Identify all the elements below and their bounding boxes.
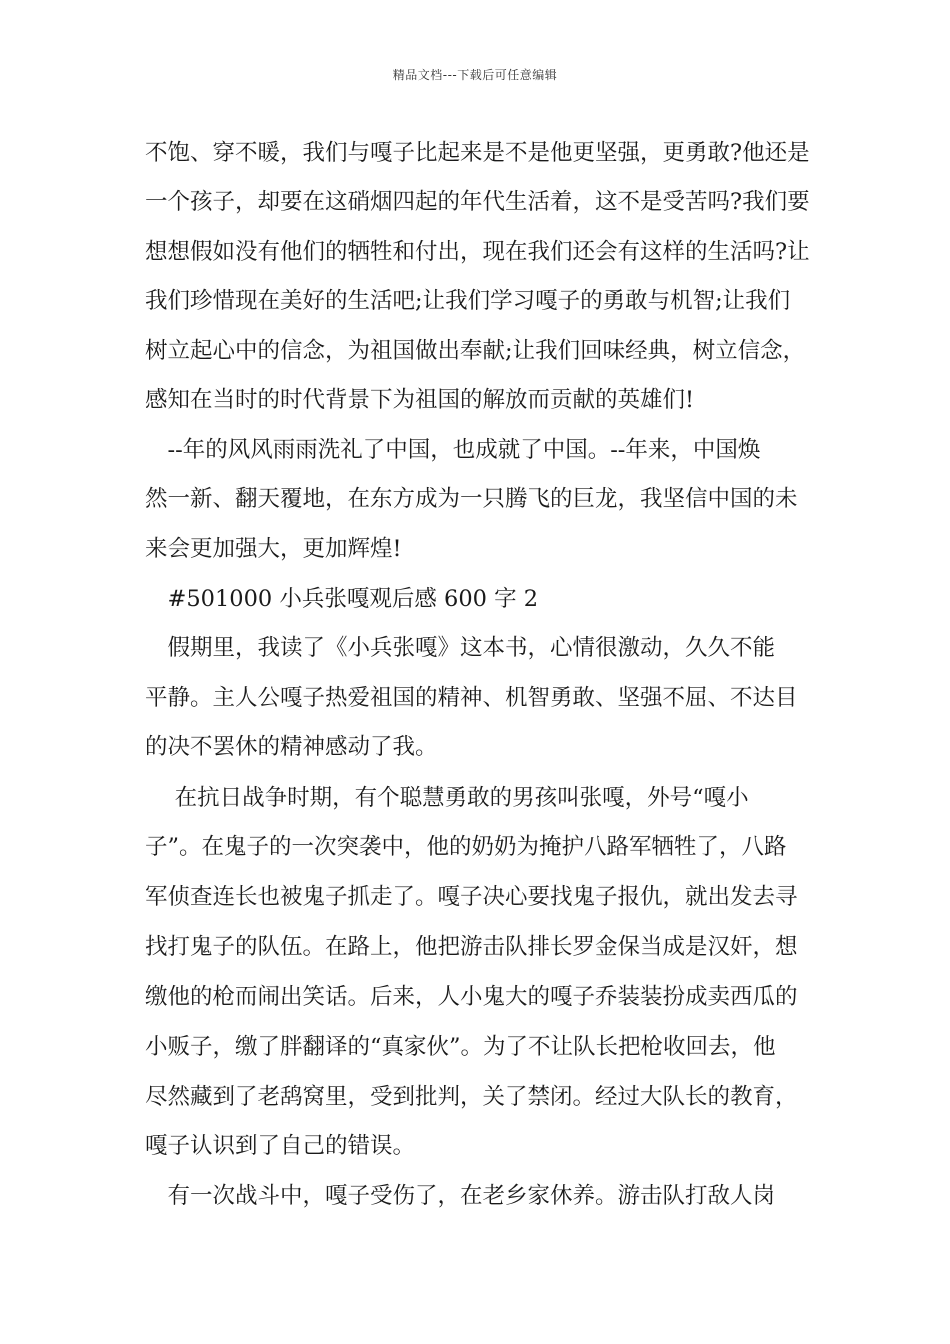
text-line: 小贩子，缴了胖翻译的“真家伙”。为了不让队长把枪收回去，他	[145, 1034, 776, 1060]
section-heading: #501000 小兵张嘎观后感 600 字 2	[145, 586, 539, 612]
text-line: 尽然藏到了老鸹窝里，受到批判，关了禁闭。经过大队长的教育，	[145, 1084, 798, 1110]
text-line: 有一次战斗中，嘎子受伤了，在老乡家休养。游击队打敌人岗	[145, 1183, 776, 1209]
page-header: 精品文档---下载后可任意编辑	[392, 68, 558, 82]
text-line: 嘎子认识到了自己的错误。	[145, 1133, 416, 1159]
text-line: 我们珍惜现在美好的生活吧;让我们学习嘎子的勇敢与机智;让我们	[145, 288, 791, 314]
text-line: 一个孩子，却要在这硝烟四起的年代生活着，这不是受苦吗?我们要	[145, 189, 810, 215]
text-line: 在抗日战争时期，有个聪慧勇敢的男孩叫张嘎，外号“嘎小	[145, 785, 749, 811]
text-line: 假期里，我读了《小兵张嘎》这本书，心情很激动，久久不能	[145, 635, 776, 661]
text-line: 子”。在鬼子的一次突袭中，他的奶奶为掩护八路军牺牲了，八路	[145, 834, 787, 860]
text-line: --年的风风雨雨洗礼了中国，也成就了中国。--年来，中国焕	[145, 437, 761, 463]
text-line: 感知在当时的时代背景下为祖国的解放而贡献的英雄们!	[145, 387, 695, 413]
text-line: 平静。主人公嘎子热爱祖国的精神、机智勇敢、坚强不屈、不达目	[145, 685, 798, 711]
text-line: 来会更加强大，更加辉煌!	[145, 536, 402, 562]
text-line: 然一新、翻天覆地，在东方成为一只腾飞的巨龙，我坚信中国的未	[145, 486, 798, 512]
text-line: 找打鬼子的队伍。在路上，他把游击队排长罗金保当成是汉奸，想	[145, 934, 798, 960]
text-line: 军侦查连长也被鬼子抓走了。嘎子决心要找鬼子报仇，就出发去寻	[145, 884, 798, 910]
text-line: 的决不罢休的精神感动了我。	[145, 734, 438, 760]
text-line: 缴他的枪而闹出笑话。后来，人小鬼大的嘎子乔装装扮成卖西瓜的	[145, 984, 798, 1010]
text-line: 不饱、穿不暖，我们与嘎子比起来是不是他更坚强，更勇敢?他还是	[145, 140, 810, 166]
text-line: 想想假如没有他们的牺牲和付出，现在我们还会有这样的生活吗?让	[145, 239, 810, 265]
text-line: 树立起心中的信念，为祖国做出奉献;让我们回味经典，树立信念，	[145, 338, 806, 364]
